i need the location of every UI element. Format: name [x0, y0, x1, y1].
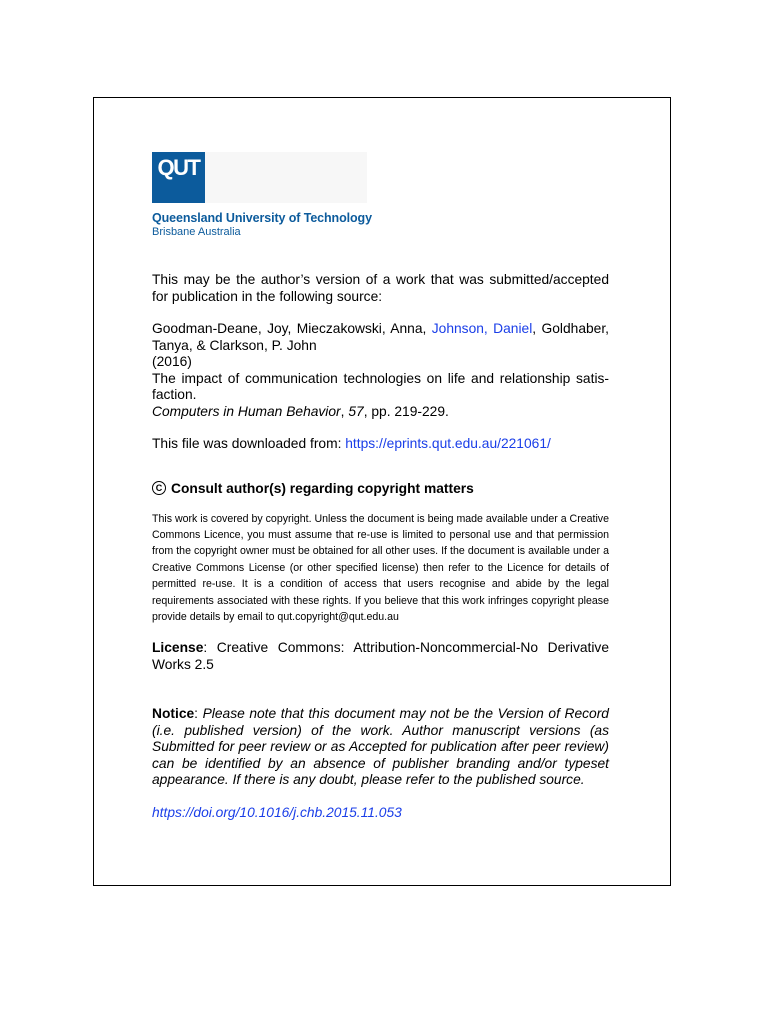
- notice-sep: :: [194, 706, 203, 722]
- citation-block: [152, 321, 609, 420]
- eprints-link[interactable]: https://eprints.qut.edu.au/221061/: [345, 436, 551, 451]
- authors-before: Goodman-Deane, Joy, Mieczakowski, Anna,: [152, 321, 432, 336]
- notice-label: Notice: [152, 706, 195, 722]
- copyright-heading: [152, 480, 609, 497]
- intro-text: This may be the author’s version of a work that was submitted/accepted for publication in the following source:: [152, 272, 609, 304]
- copyright-body: This work is covered by copyright. Unless the document is being made available under a Creative Commons Licence, you must assume that re-use is limited to personal use and that permission from the copyright owner must be obtained for all other uses. If the document is available under a Creative Commons License (or other specified license) then refer to the Licence for details of permitted re-use. It is a condition of access that users recognise and abide by the legal requirements associated with these rights. If you believe that this work infringes copyright please provide details by email to qut.copyright@qut.edu.au: [152, 512, 609, 623]
- license-text: : Creative Commons: Attribution-Noncommercial-No Derivative Works 2.5: [152, 640, 609, 672]
- citation-year: (2016): [152, 354, 192, 369]
- authors-after: , Goldhaber, Tanya, & Clarkson, P. John: [152, 321, 610, 353]
- journal-pages: , pp. 219-229.: [363, 403, 449, 419]
- license-line: [152, 640, 609, 673]
- citation-title: The impact of communication technologies on life and relationship satis-faction.: [152, 370, 609, 402]
- journal-volume: 57: [348, 403, 364, 419]
- doi-line: [152, 805, 609, 822]
- notice-text: Please note that this document may not be the Version of Record (i.e. published version) of the work. Author manuscript versions (as Submitted for peer review or as Accepted for publication after peer review) can be identified by an absence of publisher branding and/or typeset appearance. If there is any doubt, please refer to the published source.: [152, 706, 609, 788]
- university-location: Brisbane Australia: [152, 226, 241, 238]
- cover-page-content: [152, 150, 609, 821]
- copyright-icon: C: [152, 481, 166, 495]
- copyright-heading-text: Consult author(s) regarding copyright matters: [171, 480, 474, 496]
- qut-logo: [152, 150, 609, 204]
- notice-paragraph: [152, 706, 609, 789]
- doi-link[interactable]: https://doi.org/10.1016/j.chb.2015.11.053: [152, 804, 402, 820]
- university-name: Queensland University of Technology: [152, 211, 372, 225]
- journal-name: Computers in Human Behavior: [152, 403, 341, 419]
- citation-authors: [152, 321, 609, 354]
- download-line: [152, 436, 609, 453]
- citation-source: Computers in Human Behavior, 57, pp. 219-229.: [152, 403, 449, 419]
- qut-logo-mark: QUT: [152, 152, 205, 203]
- license-label: License: [152, 640, 204, 656]
- logo-banner: [205, 152, 367, 203]
- author-link-johnson[interactable]: Johnson, Daniel: [431, 321, 533, 336]
- download-label: This file was downloaded from:: [152, 436, 346, 451]
